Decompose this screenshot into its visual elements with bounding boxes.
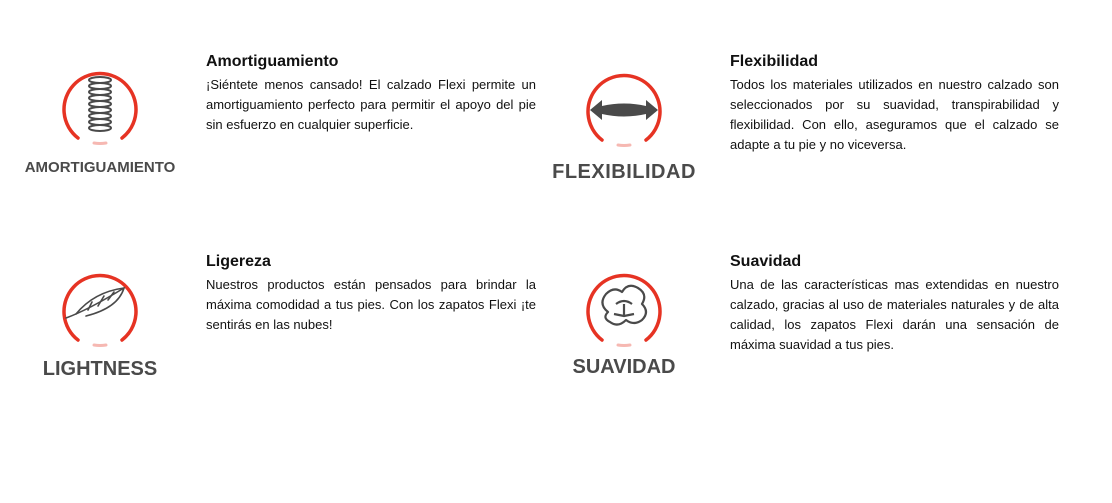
suavidad-icon-label: SUAVIDAD xyxy=(572,356,676,378)
spring-icon xyxy=(58,66,142,150)
flexibilidad-icon-block xyxy=(544,68,704,183)
feather-icon xyxy=(58,268,142,352)
amortiguamiento-icon-circle xyxy=(58,66,142,150)
ligereza-title: Ligereza xyxy=(206,253,271,270)
amortiguamiento-description: ¡Siéntete menos cansado! El calzado Flexi permite un amortiguamiento perfecto para permitir el apoyo del pie sin esfuerzo en cualquier superficie. xyxy=(206,77,536,132)
ligereza-icon-circle xyxy=(58,268,142,352)
ligereza-description: Nuestros productos están pensados para brindar la máxima comodidad a tus pies. Con los zapatos Flexi ¡te sentirás en las nubes! xyxy=(206,277,536,332)
double-arrow-icon xyxy=(582,68,666,152)
ligereza-icon-label: LIGHTNESS xyxy=(42,358,158,380)
suavidad-title: Suavidad xyxy=(730,253,802,270)
suavidad-icon-block xyxy=(544,268,704,378)
amortiguamiento-icon-label: AMORTIGUAMIENTO xyxy=(24,159,176,176)
flexibilidad-icon-circle xyxy=(582,68,666,152)
suavidad-description: Una de las características mas extendidas en nuestro calzado, gracias al uso de materiales naturales y de alta calidad, los zapatos Flexi darán una sensación de máxima suavidad a tus pies. xyxy=(730,277,1059,352)
cotton-icon xyxy=(582,268,666,352)
ligereza-icon-block xyxy=(20,268,180,380)
flexibilidad-description: Todos los materiales utilizados en nuestro calzado son seleccionados por su suavidad, transpirabilidad y flexibilidad. Con ello, aseguramos que el calzado se adapte a tu pie y no viceversa. xyxy=(730,77,1059,152)
flexibilidad-title: Flexibilidad xyxy=(730,53,819,70)
suavidad-icon-circle xyxy=(582,268,666,352)
amortiguamiento-title: Amortiguamiento xyxy=(206,53,339,70)
flexibilidad-icon-label: FLEXIBILIDAD xyxy=(552,161,696,183)
amortiguamiento-icon-block xyxy=(20,66,180,176)
